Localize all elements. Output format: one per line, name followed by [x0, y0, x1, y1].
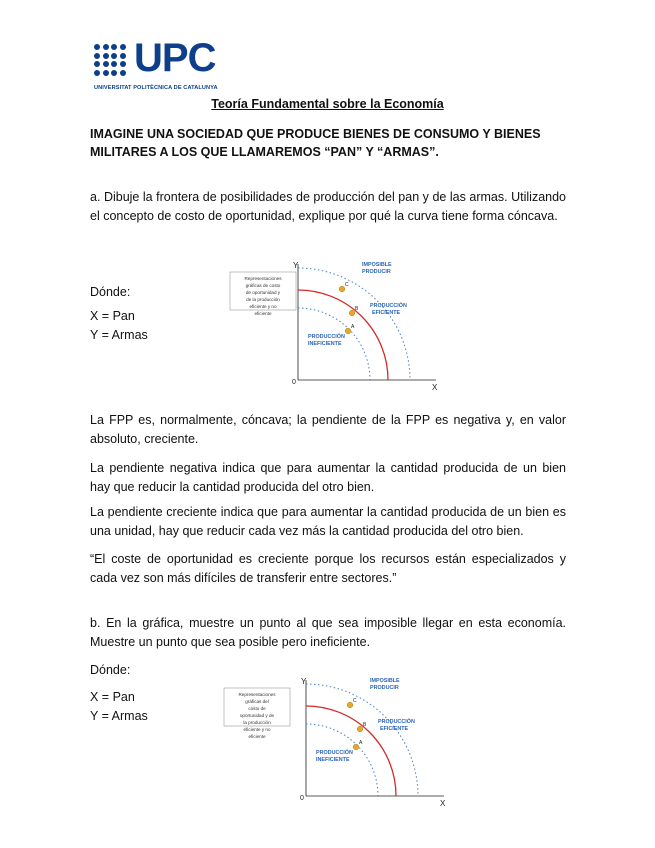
legend-box-text: de oportunidad y — [245, 290, 281, 295]
paragraph-1: La FPP es, normalmente, cóncava; la pendiente de la FPP es negativa y, en valor absoluto, creciente. — [90, 413, 566, 446]
logo-dot-grid — [94, 44, 128, 78]
point-b — [357, 726, 363, 732]
logo-dot — [103, 70, 109, 76]
logo-dot — [94, 44, 100, 50]
logo-dot — [103, 53, 109, 59]
legend-box-text: Representaciones — [244, 276, 282, 281]
ppf-chart-2 — [222, 672, 446, 808]
y-definition: Y = Armas — [90, 328, 148, 342]
label-efficient: PRODUCCIÓN — [378, 719, 415, 725]
label-impossible-2: PRODUCIR — [370, 685, 399, 691]
logo-dot — [103, 44, 109, 50]
point-a — [353, 744, 359, 750]
logo-dot — [120, 53, 126, 59]
logo-dot — [120, 44, 126, 50]
logo-dot — [111, 61, 117, 67]
label-efficient: PRODUCCIÓN — [370, 303, 407, 309]
where-label: Dónde: — [90, 285, 131, 299]
logo-wordmark: UPC — [134, 36, 216, 80]
x-axis-label: X — [432, 383, 438, 392]
label-impossible: IMPOSIBLE — [370, 678, 400, 684]
y-definition-b: Y = Armas — [90, 709, 148, 723]
document-heading: IMAGINE UNA SOCIEDAD QUE PRODUCE BIENES DE CONSUMO Y BIENES MILITARES A LOS QUE LLAMAREMOS “PAN” Y “ARMAS”. — [90, 127, 541, 159]
x-definition: X = Pan — [90, 309, 135, 323]
logo-subtitle: UNIVERSITAT POLITÈCNICA DE CATALUNYA — [94, 85, 218, 91]
label-impossible-2: PRODUCIR — [362, 269, 391, 275]
logo-dot — [94, 53, 100, 59]
logo-dot — [94, 61, 100, 67]
point-label-c: C — [353, 698, 357, 704]
logo-dot — [94, 70, 100, 76]
legend-box-text: oportunidad y de — [239, 713, 275, 718]
point-c — [339, 286, 345, 292]
document-title: Teoría Fundamental sobre la Economía — [211, 97, 444, 111]
y-axis-label: Y — [301, 677, 307, 686]
legend-box-text: Representaciones — [238, 692, 276, 697]
upc-logo — [94, 36, 234, 94]
label-inefficient: PRODUCCIÓN — [316, 750, 353, 756]
label-inefficient: PRODUCCIÓN — [308, 334, 345, 340]
logo-dot — [111, 53, 117, 59]
point-b — [349, 310, 355, 316]
logo-dot — [120, 70, 126, 76]
origin-label: 0 — [300, 795, 304, 802]
question-a: a. Dibuje la frontera de posibilidades de producción del pan y de las armas. Utilizando el concepto de costo de oportunidad, explique por qué la curva tiene forma cóncava. — [90, 190, 566, 223]
legend-box-text: eficiente — [254, 311, 272, 316]
legend-box-text: eficiente y no — [243, 727, 271, 732]
legend-box-text: la producción — [243, 720, 271, 725]
logo-dot — [111, 70, 117, 76]
point-label-c: C — [345, 282, 349, 288]
label-inefficient-2: INEFICIENTE — [316, 757, 350, 763]
point-label-b: B — [355, 306, 359, 312]
point-label-a: A — [359, 740, 363, 746]
legend-box-text: gráficas de costo — [245, 283, 281, 288]
origin-label: 0 — [292, 379, 296, 386]
legend-box-text: eficiente — [248, 734, 266, 739]
paragraph-3: La pendiente creciente indica que para aumentar la cantidad producida de un bien es una unidad, hay que reducir cada vez más la cantidad producida del otro bien. — [90, 505, 566, 538]
legend-box-text: de la producción — [246, 297, 280, 302]
point-label-b: B — [363, 722, 367, 728]
paragraph-4: “El coste de oportunidad es creciente porque los recursos están especializados y cada vez son más difíciles de transferir entre sectores.” — [90, 552, 566, 585]
x-definition-b: X = Pan — [90, 690, 135, 704]
y-axis-label: Y — [293, 261, 299, 270]
paragraph-2: La pendiente negativa indica que para aumentar la cantidad producida de un bien hay que reducir la cantidad producida del otro bien. — [90, 461, 566, 494]
legend-box-text: gráficas del — [245, 699, 269, 704]
x-axis-label: X — [440, 799, 446, 808]
point-a — [345, 328, 351, 334]
logo-dot — [120, 61, 126, 67]
point-c — [347, 702, 353, 708]
logo-dot — [103, 61, 109, 67]
label-impossible: IMPOSIBLE — [362, 262, 392, 268]
label-efficient-2: EFICIENTE — [372, 310, 401, 316]
label-inefficient-2: INEFICIENTE — [308, 341, 342, 347]
point-label-a: A — [351, 324, 355, 330]
legend-box-text: costo de — [248, 706, 266, 711]
label-efficient-2: EFICIENTE — [380, 726, 409, 732]
logo-dot — [111, 44, 117, 50]
where-label-b: Dónde: — [90, 663, 131, 677]
legend-box-text: eficiente y no — [249, 304, 277, 309]
question-b: b. En la gráfica, muestre un punto al que sea imposible llegar en esta economía. Muestre un punto que sea posible pero ineficiente. — [90, 616, 566, 649]
ppf-chart-1 — [228, 256, 438, 392]
